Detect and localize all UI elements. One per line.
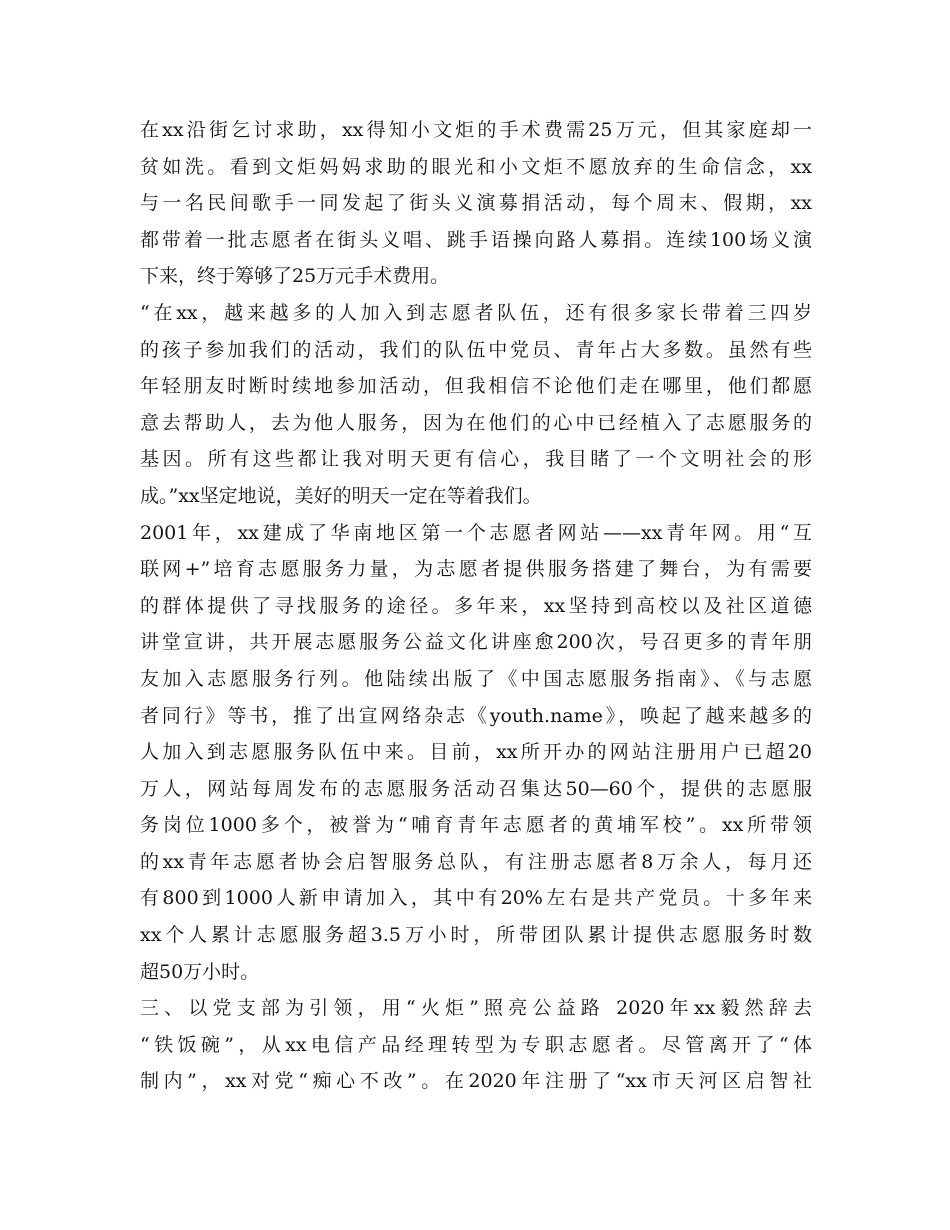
text-line: 讲堂宣讲，共开展志愿服务公益文化讲座愈200次，号召更多的青年朋 (140, 631, 812, 654)
text-line: 与一名民间歌手一同发起了街头义演募捐活动，每个周末、假期，xx (140, 192, 812, 215)
text-line: 的孩子参加我们的活动，我们的队伍中党员、青年占大多数。虽然有些 (140, 338, 812, 361)
text-line: xx个人累计志愿服务超3.5万小时，所带团队累计提供志愿服务时数 (140, 924, 812, 947)
text-line: 制内”，xx对党“痴心不改”。在2020年注册了“xx市天河区启智社 (140, 1070, 812, 1093)
text-line: 人加入到志愿服务队伍中来。目前，xx所开办的网站注册用户已超20 (140, 741, 812, 764)
text-line: 友加入志愿服务行列。他陆续出版了《中国志愿服务指南》、《与志愿 (140, 667, 812, 690)
text-line: 联网+”培育志愿服务力量，为志愿者提供服务搭建了舞台，为有需要 (140, 558, 812, 581)
document-body (140, 112, 812, 1100)
text-line: 年轻朋友时断时续地参加活动，但我相信不论他们走在哪里，他们都愿 (140, 375, 812, 398)
text-line: 贫如洗。看到文炬妈妈求助的眼光和小文炬不愿放弃的生命信念，xx (140, 155, 812, 178)
text-line: “铁饭碗”，从xx电信产品经理转型为专职志愿者。尽管离开了“体 (140, 1033, 812, 1056)
text-line: “在xx，越来越多的人加入到志愿者队伍，还有很多家长带着三四岁 (140, 301, 812, 324)
text-line: 有800到1000人新申请加入，其中有20%左右是共产党员。十多年来 (140, 887, 812, 910)
text-line: 下来，终于筹够了25万元手术费用。 (140, 265, 450, 288)
text-line: 万人，网站每周发布的志愿服务活动召集达50—60个，提供的志愿服 (140, 777, 812, 800)
text-line: 成。”xx坚定地说，美好的明天一定在等着我们。 (140, 484, 542, 507)
text-line: 者同行》等书，推了出宣网络杂志《youth.name》，唤起了越来越多的 (140, 704, 812, 727)
text-line: 务岗位1000多个，被誉为“哺育青年志愿者的黄埔军校”。xx所带领 (140, 814, 812, 837)
text-line: 三、以党支部为引领，用“火炬”照亮公益路 2020年xx毅然辞去 (140, 997, 812, 1020)
text-line: 基因。所有这些都让我对明天更有信心，我目睹了一个文明社会的形 (140, 448, 812, 471)
text-line: 2001年，xx建成了华南地区第一个志愿者网站——xx青年网。用“互 (140, 521, 812, 544)
text-line: 的xx青年志愿者协会启智服务总队，有注册志愿者8万余人，每月还 (140, 850, 812, 873)
text-line: 的群体提供了寻找服务的途径。多年来，xx坚持到高校以及社区道德 (140, 594, 812, 617)
text-line: 在xx沿街乞讨求助，xx得知小文炬的手术费需25万元，但其家庭却一 (140, 119, 812, 141)
text-line: 超50万小时。 (140, 960, 260, 983)
text-line: 意去帮助人，去为他人服务，因为在他们的心中已经植入了志愿服务的 (140, 411, 812, 434)
text-line: 都带着一批志愿者在街头义唱、跳手语操向路人募捐。连续100场义演 (140, 228, 812, 251)
